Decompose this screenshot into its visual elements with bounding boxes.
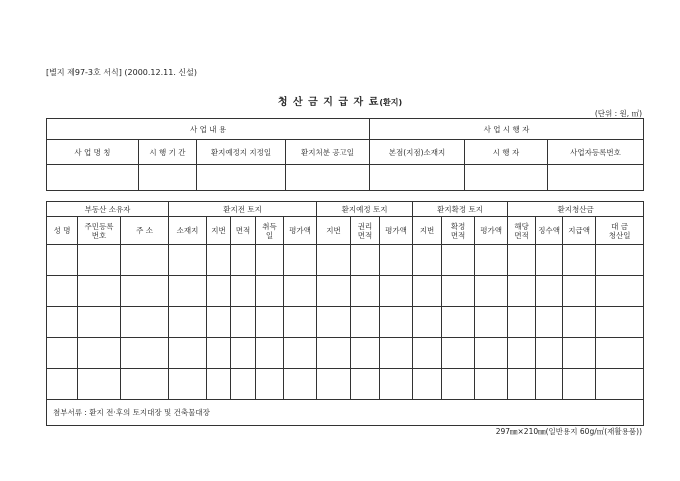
entry-cell[interactable] (284, 276, 317, 307)
settlement-table (46, 201, 644, 426)
column-header: 지번 (317, 217, 351, 245)
column-header: 대 금 청산일 (596, 217, 644, 245)
entry-cell[interactable] (47, 338, 78, 369)
entry-cell[interactable] (563, 276, 596, 307)
entry-cell[interactable] (284, 307, 317, 338)
entry-cell[interactable] (442, 276, 475, 307)
entry-cell[interactable] (207, 338, 231, 369)
entry-cell[interactable] (475, 338, 508, 369)
attachments-note: 첨부서류 : 환지 전·후의 토지대장 및 건축물대장 (47, 400, 644, 426)
entry-cell[interactable] (380, 307, 413, 338)
form-title (0, 93, 680, 108)
entry-cell[interactable] (413, 276, 442, 307)
entry-cell[interactable] (475, 369, 508, 400)
form-title-suffix: (환지) (379, 98, 403, 107)
entry-cell[interactable] (47, 165, 139, 191)
entry-cell[interactable] (536, 245, 563, 276)
group-header: 환지확정 토지 (413, 202, 508, 217)
entry-cell[interactable] (596, 369, 644, 400)
entry-cell[interactable] (78, 307, 121, 338)
form-title-main: 청 산 금 지 급 자 료 (277, 97, 380, 108)
entry-cell[interactable] (231, 245, 256, 276)
column-header: 평가액 (284, 217, 317, 245)
entry-cell[interactable] (475, 245, 508, 276)
entry-cell[interactable] (256, 245, 284, 276)
entry-cell[interactable] (231, 369, 256, 400)
entry-cell[interactable] (536, 307, 563, 338)
column-header: 취득 일 (256, 217, 284, 245)
column-header: 권리 면적 (351, 217, 380, 245)
column-header: 면적 (231, 217, 256, 245)
form-header-note: [별지 제97-3호 서식] (2000.12.11. 신설) (46, 68, 197, 77)
entry-cell[interactable] (317, 245, 351, 276)
entry-cell[interactable] (370, 165, 465, 191)
business-content-header: 사 업 내 용 (47, 119, 370, 140)
entry-cell[interactable] (508, 276, 536, 307)
entry-cell[interactable] (413, 369, 442, 400)
table-row (47, 338, 644, 369)
entry-cell[interactable] (442, 369, 475, 400)
entry-cell[interactable] (47, 245, 78, 276)
column-header: 징수액 (536, 217, 563, 245)
column-header: 주민등록 번호 (78, 217, 121, 245)
entry-cell[interactable] (508, 338, 536, 369)
entry-cell[interactable] (563, 369, 596, 400)
entry-cell[interactable] (284, 338, 317, 369)
unit-note: (단위 : 원, ㎡) (594, 109, 642, 118)
entry-cell[interactable] (351, 307, 380, 338)
entry-cell[interactable] (351, 245, 380, 276)
entry-cell[interactable] (169, 338, 207, 369)
entry-cell[interactable] (231, 338, 256, 369)
entry-cell[interactable] (596, 245, 644, 276)
entry-cell[interactable] (548, 165, 644, 191)
entry-cell[interactable] (47, 307, 78, 338)
entry-cell[interactable] (442, 245, 475, 276)
group-header: 환지청산금 (508, 202, 644, 217)
entry-cell[interactable] (596, 338, 644, 369)
entry-cell[interactable] (351, 276, 380, 307)
column-header: 환지예정지 지정일 (197, 140, 286, 165)
entry-cell[interactable] (169, 369, 207, 400)
entry-cell[interactable] (317, 276, 351, 307)
column-header: 지급액 (563, 217, 596, 245)
entry-cell[interactable] (536, 338, 563, 369)
entry-cell[interactable] (169, 276, 207, 307)
entry-cell[interactable] (380, 245, 413, 276)
column-header: 지번 (207, 217, 231, 245)
entry-cell[interactable] (442, 307, 475, 338)
entry-cell[interactable] (351, 338, 380, 369)
entry-cell[interactable] (197, 165, 286, 191)
entry-cell[interactable] (317, 369, 351, 400)
business-operator-header: 사 업 시 행 자 (370, 119, 644, 140)
entry-cell[interactable] (231, 276, 256, 307)
column-header: 해당 면적 (508, 217, 536, 245)
entry-cell[interactable] (121, 369, 169, 400)
column-header: 사 업 명 칭 (47, 140, 139, 165)
entry-cell[interactable] (508, 369, 536, 400)
entry-cell[interactable] (508, 245, 536, 276)
entry-cell[interactable] (121, 245, 169, 276)
entry-cell[interactable] (256, 338, 284, 369)
column-header: 시 행 기 간 (139, 140, 197, 165)
entry-cell[interactable] (256, 276, 284, 307)
entry-cell[interactable] (169, 307, 207, 338)
entry-cell[interactable] (169, 245, 207, 276)
group-header: 환지예정 토지 (317, 202, 413, 217)
entry-cell[interactable] (413, 307, 442, 338)
column-header: 확정 면적 (442, 217, 475, 245)
entry-cell[interactable] (47, 369, 78, 400)
column-header: 성 명 (47, 217, 78, 245)
entry-cell[interactable] (256, 369, 284, 400)
entry-cell[interactable] (536, 369, 563, 400)
table-row (47, 307, 644, 338)
column-header: 환지처분 공고일 (286, 140, 370, 165)
entry-cell[interactable] (475, 307, 508, 338)
entry-cell[interactable] (380, 369, 413, 400)
paper-spec-footer: 297㎜×210㎜(일반용지 60g/㎡(재활용품)) (495, 427, 642, 436)
entry-cell[interactable] (351, 369, 380, 400)
entry-cell[interactable] (380, 276, 413, 307)
entry-cell[interactable] (563, 245, 596, 276)
entry-cell[interactable] (121, 307, 169, 338)
entry-cell[interactable] (284, 245, 317, 276)
group-header: 환지전 토지 (169, 202, 317, 217)
entry-cell[interactable] (207, 276, 231, 307)
entry-cell[interactable] (78, 245, 121, 276)
entry-cell[interactable] (78, 338, 121, 369)
entry-cell[interactable] (508, 307, 536, 338)
entry-cell[interactable] (475, 276, 508, 307)
entry-cell[interactable] (207, 307, 231, 338)
entry-cell[interactable] (563, 338, 596, 369)
entry-cell[interactable] (121, 338, 169, 369)
table-row (47, 276, 644, 307)
column-header: 소재지 (169, 217, 207, 245)
column-header: 사업자등록번호 (548, 140, 644, 165)
column-header: 주 소 (121, 217, 169, 245)
entry-cell[interactable] (207, 245, 231, 276)
entry-cell[interactable] (563, 307, 596, 338)
entry-cell[interactable] (465, 165, 548, 191)
column-header: 시 행 자 (465, 140, 548, 165)
entry-cell[interactable] (596, 307, 644, 338)
entry-cell[interactable] (207, 369, 231, 400)
entry-cell[interactable] (317, 338, 351, 369)
group-header: 부동산 소유자 (47, 202, 169, 217)
entry-cell[interactable] (139, 165, 197, 191)
entry-cell[interactable] (286, 165, 370, 191)
column-header: 평가액 (380, 217, 413, 245)
entry-cell[interactable] (413, 338, 442, 369)
column-header: 본점(지점)소재지 (370, 140, 465, 165)
business-info-table (46, 118, 644, 191)
entry-cell[interactable] (78, 369, 121, 400)
entry-cell[interactable] (596, 276, 644, 307)
entry-cell[interactable] (121, 276, 169, 307)
entry-cell[interactable] (256, 307, 284, 338)
entry-cell[interactable] (284, 369, 317, 400)
table-row (47, 245, 644, 276)
entry-cell[interactable] (47, 276, 78, 307)
column-header: 평가액 (475, 217, 508, 245)
entry-cell[interactable] (317, 307, 351, 338)
table-row (47, 369, 644, 400)
entry-cell[interactable] (536, 276, 563, 307)
entry-cell[interactable] (380, 338, 413, 369)
entry-cell[interactable] (78, 276, 121, 307)
entry-cell[interactable] (442, 338, 475, 369)
column-header: 지번 (413, 217, 442, 245)
entry-cell[interactable] (413, 245, 442, 276)
entry-cell[interactable] (231, 307, 256, 338)
